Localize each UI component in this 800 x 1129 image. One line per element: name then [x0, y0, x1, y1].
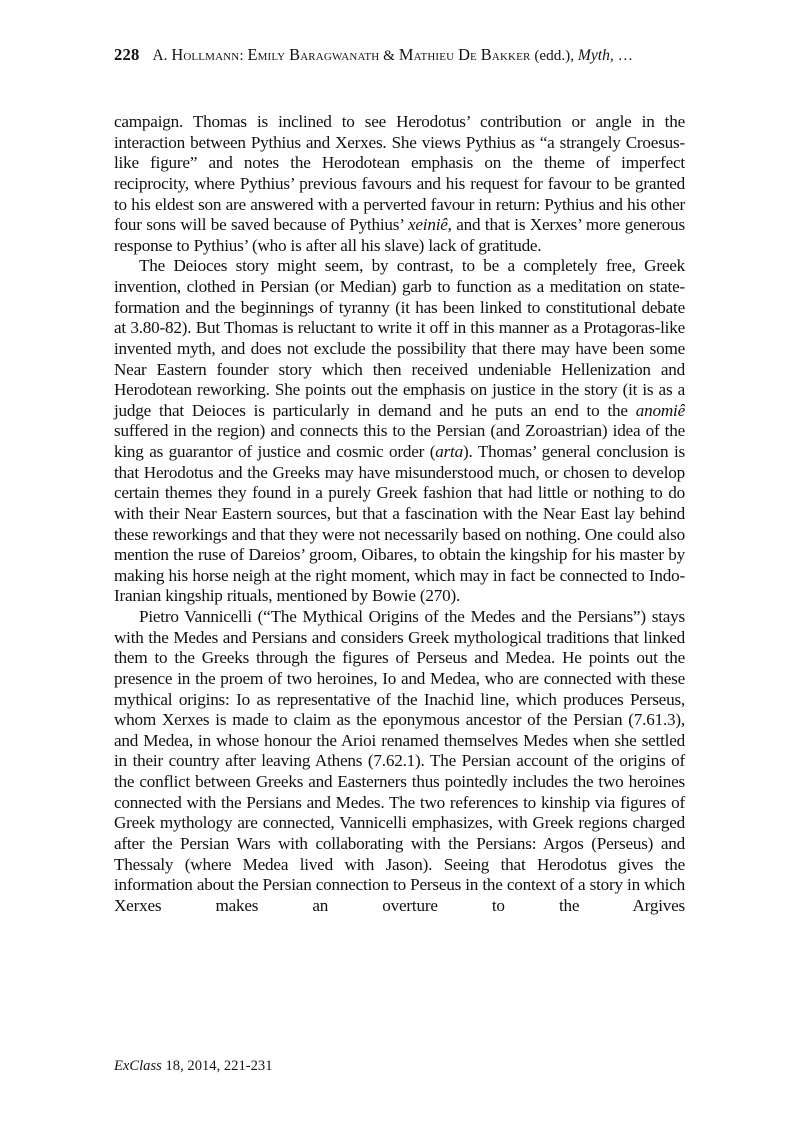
footer: [114, 1056, 686, 1076]
text-run: , and that is Xerxes’ more generous response to Pythius’ (who is after all his slave) lack of gratitude.: [114, 215, 686, 255]
journal-citation: 18, 2014, 221-231: [165, 1058, 273, 1074]
editor-two-first-name: Mathieu: [398, 45, 455, 64]
ampersand: &: [383, 47, 395, 64]
body-text: [114, 112, 685, 937]
editors-abbreviation: (edd.),: [534, 47, 575, 64]
journal-name: ExClass: [114, 1058, 162, 1074]
title-ellipsis: …: [617, 47, 633, 64]
text-run: Pietro Vannicelli (“The Mythical Origins of the Medes and the Persians”) stays with the Medes and Persians and considers Greek mythological traditions that linked them to the Greeks through the figures of Perseus and Medea. He points out the presence in the proem of two heroines, Io and Medea, who are connected with these mythical origins: Io as representative of the Inachid line, which produces Perseus, whom Xerxes is made to claim as the eponymous ancestor of the Persian (7.61.3), and Medea, in whose honour the Arioi renamed themselves Medes when she settled in their country after leaving Athens (7.62.1). The Persian account of the origins of the conflict between Greeks and Easterners thus pointedly includes the two heroines connected with the Persians and Medes. The two references to kinship via figures of Greek mythology are connected, Vannicelli emphasizes, with Greek regions charged after the Persian Wars with collaborating with the Persians: Argos (Perseus) and Thessaly (where Medea lived with Jason). Seeing that Herodotus gives the information about the Persian connection to Perseus in the context of a story in which Xerxes makes an overture to the Argives: [114, 607, 685, 915]
editor-two-last-name: Bakker: [480, 45, 531, 64]
page-number: 228: [114, 45, 140, 64]
text-run: The Deioces story might seem, by contrast, to be a completely free, Greek invention, clothed in Persian (or Median) garb to function as a meditation on state-formation and the beginnings of tyranny (it has been linked to constitutional debate at 3.80-82). But Thomas is reluctant to write it off in this manner as a Protagoras-like invented myth, and does not exclude the possibility that there may have been some Near Eastern founder story which then received undeniable Hellenization and Herodotean reworking. She points out the emphasis on justice in the story (it is as a judge that Deioces is particularly in demand and he puts an end to the: [114, 256, 685, 420]
editor-two-particle: De: [458, 45, 477, 64]
italic-term: xeiniê: [407, 215, 448, 235]
text-run: suffered in the region) and connects this to the Persian (and Zoroastrian) idea of the king as guarantor of justice and cosmic order (: [114, 421, 685, 461]
paragraph: [114, 607, 685, 937]
italic-term: anomiê: [635, 400, 685, 420]
book-title: Myth,: [577, 47, 614, 64]
paragraph: [114, 112, 685, 256]
paragraph: [114, 256, 685, 607]
text-run: campaign. Thomas is inclined to see Herodotus’ contribution or angle in the interaction between Pythius and Xerxes. She views Pythius as “a strangely Croesus-like figure” and notes the Herodotean emphasis on the theme of imperfect reciprocity, where Pythius’ previous favours and his request for favour to be granted to his eldest son are answered with a perverted favour in return: Pythius and his other four sons will be saved because of Pythius’: [114, 112, 685, 235]
running-head-colon: :: [239, 47, 244, 64]
text-run: ). Thomas’ general conclusion is that Herodotus and the Greeks may have misunderstood much, or chosen to develop certain themes they found in a purely Greek fashion that had little or nothing to do with their Near Eastern sources, but that a fascination with the Near East lay behind these reworkings and that they were not necessarily based on nothing. One could also mention the ruse of Dareios’ groom, Oibares, to obtain the kingship for his master by making his horse neigh at the right moment, which may in fact be connected to Indo-Iranian kingship rituals, mentioned by Bowie (270).: [114, 442, 685, 606]
running-head: [114, 44, 686, 66]
editor-one-last-name: Baragwanath: [289, 45, 380, 64]
reviewer-surname: Hollmann: [171, 45, 240, 64]
reviewer-initial: A.: [152, 47, 168, 64]
editor-one-first-name: Emily: [247, 45, 286, 64]
italic-term: arta: [435, 442, 463, 461]
